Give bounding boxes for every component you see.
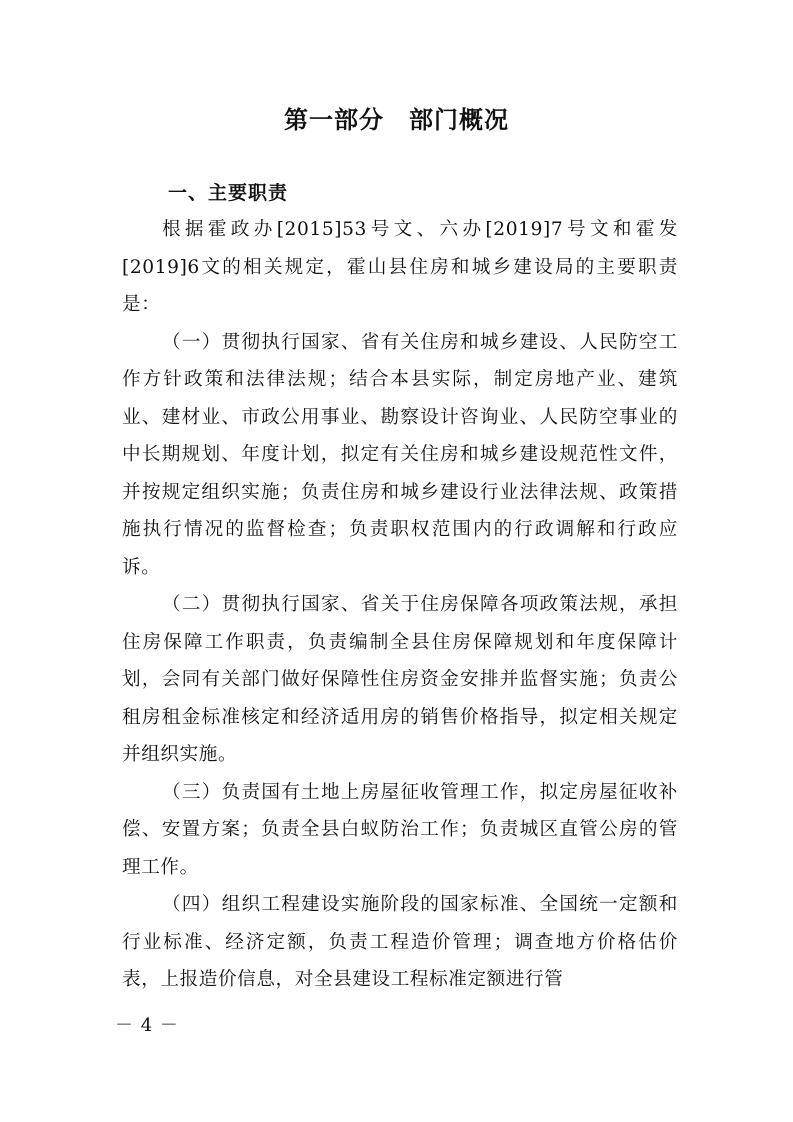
duty-paragraph-2: （二）贯彻执行国家、省关于住房保障各项政策法规，承担住房保障工作职责，负责编制全县住房保障规划和年度保障计划，会同有关部门做好保障性住房资金安排并监督实施；负责公租房租金标准核定和经济适用房的销售价格指导，拟定相关规定并组织实施。	[122, 594, 678, 765]
section-heading: 一、主要职责	[168, 182, 289, 204]
page-number: － 4 －	[115, 1015, 179, 1036]
intro-paragraph: 根据霍政办[2015]53号文、六办[2019]7号文和霍发[2019]6文的相关规定，霍山县住房和城乡建设局的主要职责是：	[122, 219, 678, 315]
document-body	[122, 211, 678, 999]
duty-paragraph-4: （四）组织工程建设实施阶段的国家标准、全国统一定额和行业标准、经济定额，负责工程造价管理；调查地方价格估价表，上报造价信息，对全县建设工程标准定额进行管	[122, 894, 678, 990]
page-title: 第一部分 部门概况	[284, 106, 509, 134]
duty-paragraph-3: （三）负责国有土地上房屋征收管理工作，拟定房屋征收补偿、安置方案；负责全县白蚁防治工作；负责城区直管公房的管理工作。	[122, 781, 678, 878]
duty-paragraph-1: （一）贯彻执行国家、省有关住房和城乡建设、人民防空工作方针政策和法律法规；结合本县实际，制定房地产业、建筑业、建材业、市政公用事业、勘察设计咨询业、人民防空事业的中长期规划、年度计划，拟定有关住房和城乡建设规范性文件，并按规定组织实施；负责住房和城乡建设行业法律法规、政策措施执行情况的监督检查；负责职权范围内的行政调解和行政应诉。	[122, 331, 678, 578]
